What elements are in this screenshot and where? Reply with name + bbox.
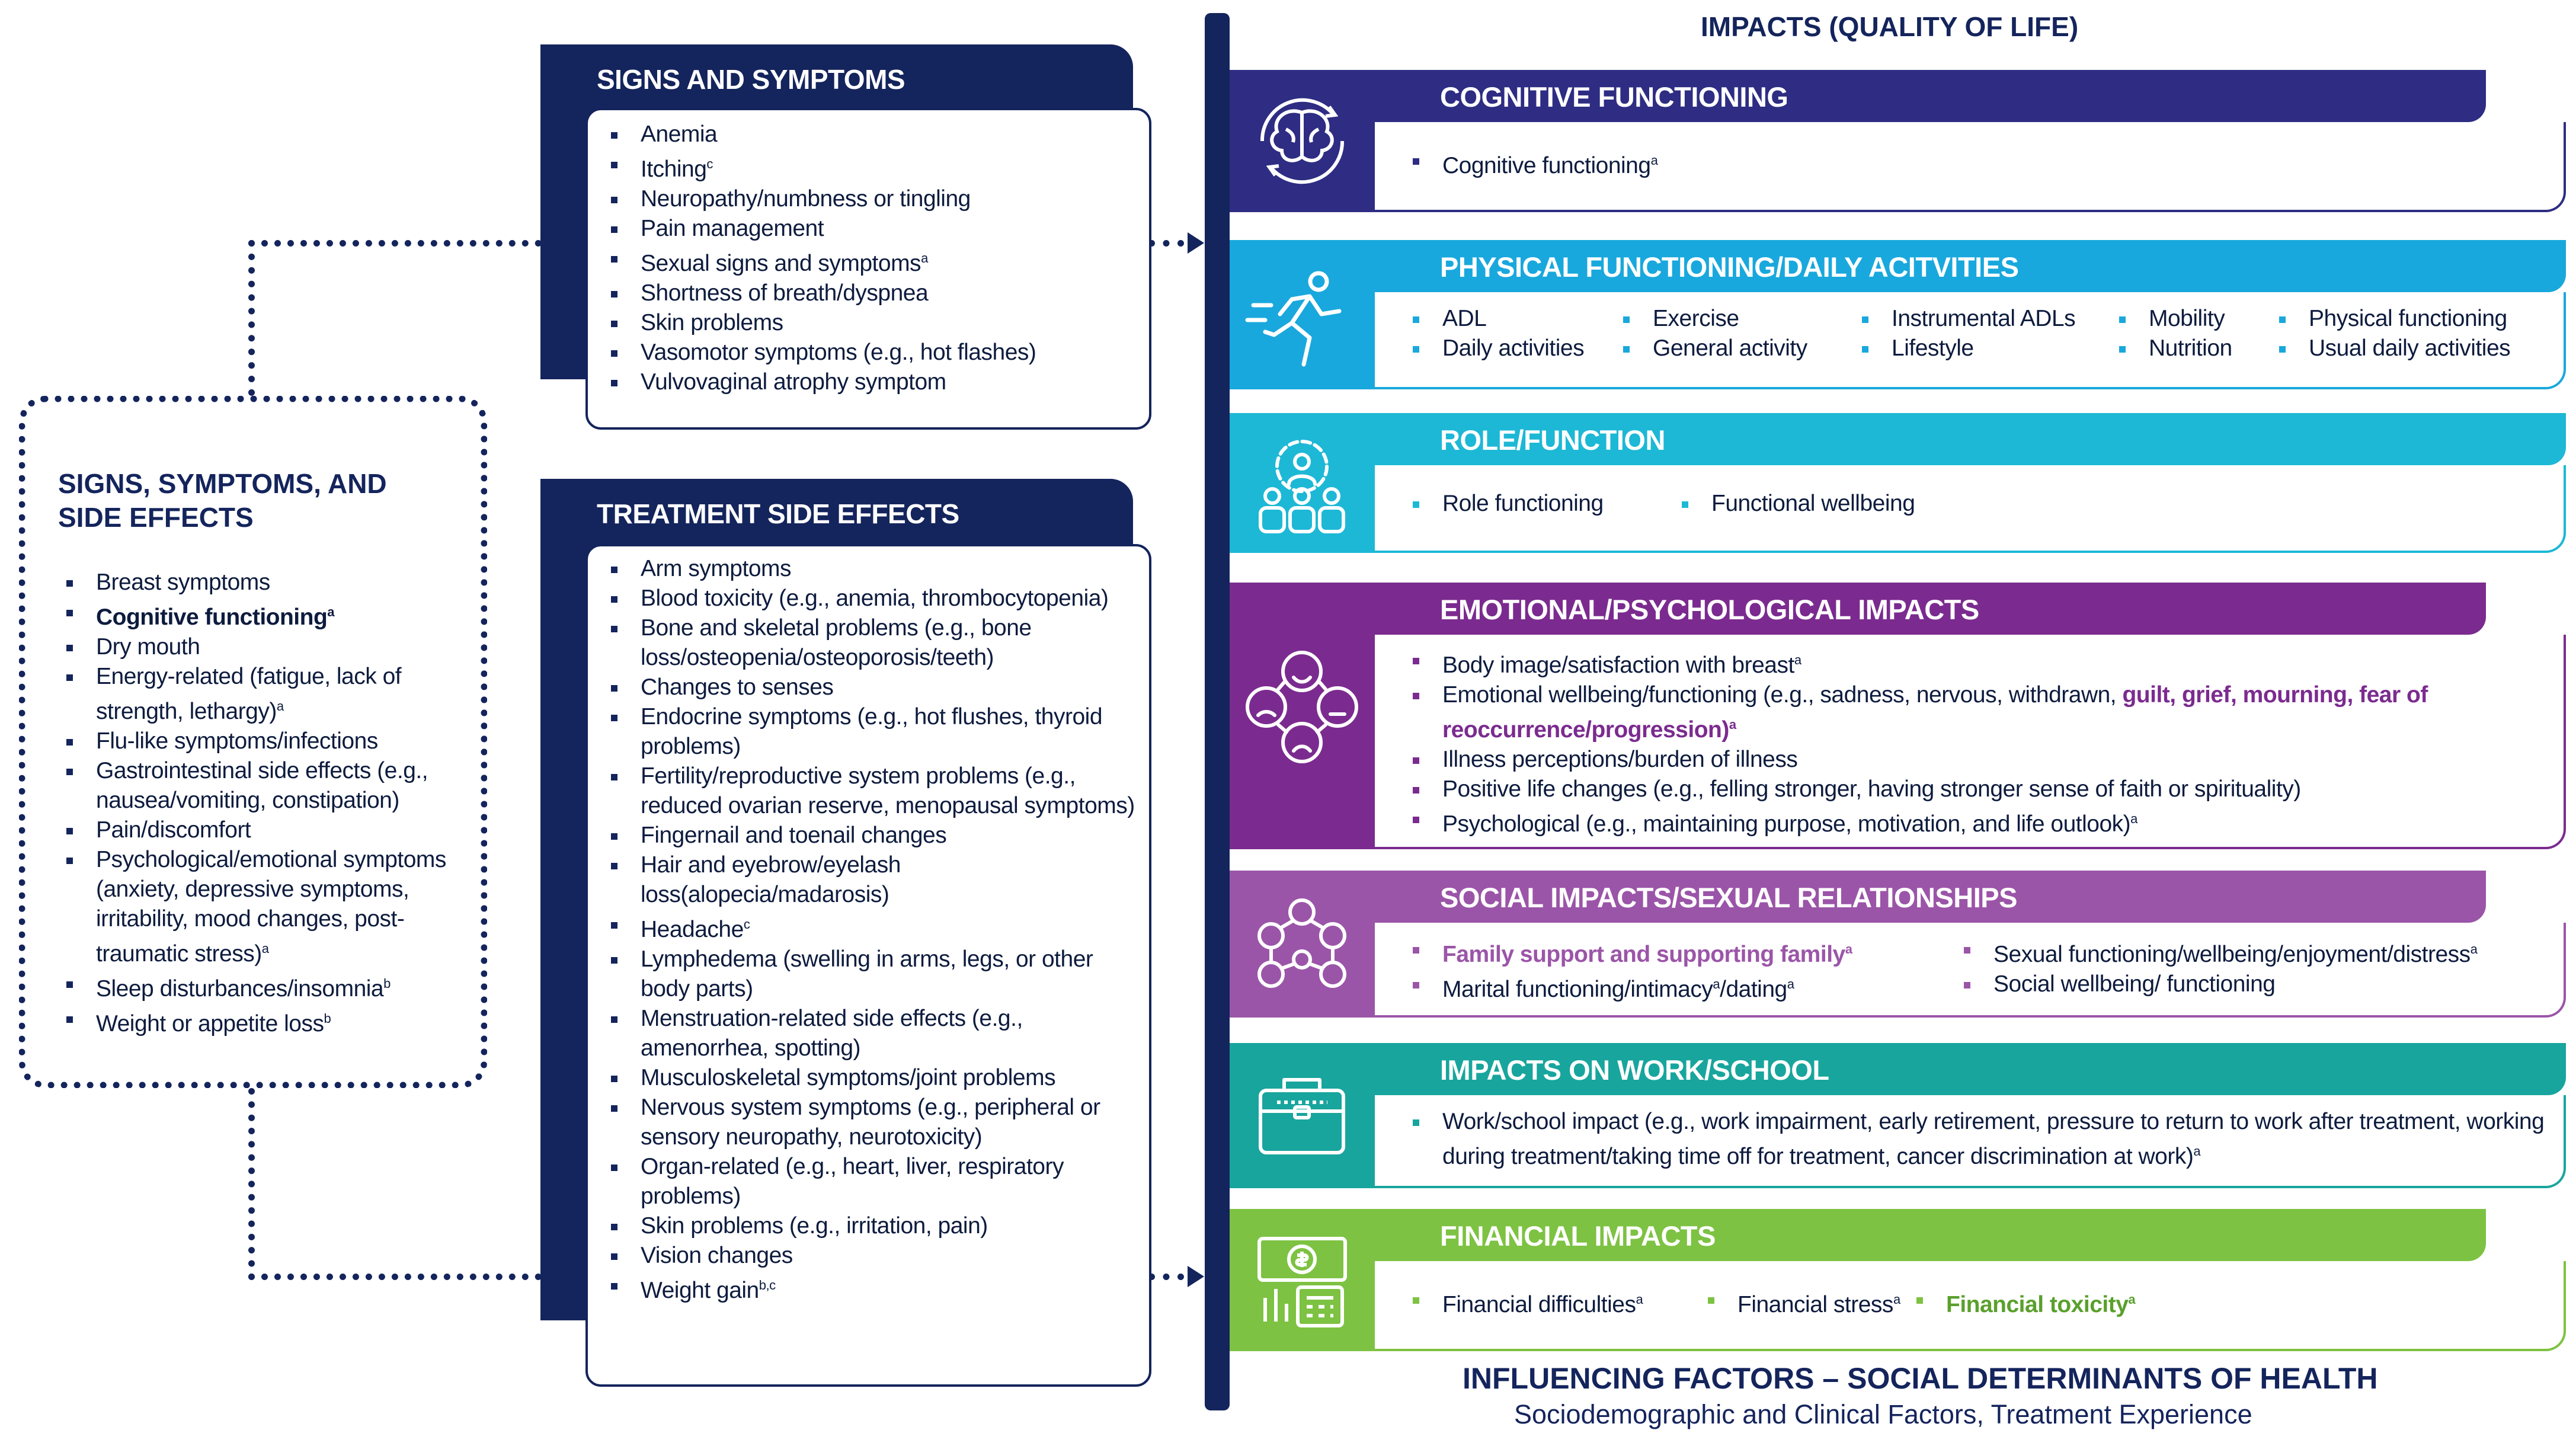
footnote-marker: a [1636, 1292, 1643, 1307]
row-cognitive [1230, 70, 2566, 212]
influencing-factors-title: INFLUENCING FACTORS – SOCIAL DETERMINANTS OF HEALTH [1463, 1362, 2378, 1395]
list-item [1673, 489, 1915, 519]
list-item [1615, 304, 1807, 334]
role-body [1375, 465, 2566, 553]
item-text: Cognitive functioning [1442, 153, 1651, 178]
list-item [2271, 334, 2510, 363]
physical-col3 [1854, 304, 2075, 363]
emotional-title: EMOTIONAL/PSYCHOLOGICAL IMPACTS [1440, 594, 1979, 625]
connector-top-vertical [248, 240, 255, 396]
item-text: Nutrition [2149, 335, 2232, 361]
item-text: Energy-related (fatigue, lack of strength, lethargy) [96, 664, 402, 724]
list-item [603, 1004, 1136, 1063]
list-item [603, 554, 1136, 584]
role-list-1 [1404, 489, 1604, 519]
physical-col2 [1615, 304, 1807, 363]
list-item [603, 1152, 1136, 1211]
work-header [1375, 1043, 2566, 1095]
item-text: Skin problems (e.g., irritation, pain) [641, 1213, 988, 1239]
list-item [1700, 1285, 1900, 1320]
item-text: Lymphedema (swelling in arms, legs, or other body parts) [641, 946, 1093, 1002]
connector-bottom-horizontal [248, 1274, 542, 1280]
item-text: Vasomotor symptoms (e.g., hot flashes) [641, 340, 1036, 365]
connector-treatment-to-impacts [1148, 1274, 1184, 1280]
item-text: Psychological/emotional symptoms (anxiety, depressive symptoms, irritability, mood changes, post-traumatic stress) [96, 847, 446, 967]
emotional-icon-box [1230, 583, 1375, 849]
item-text: Weight gain [641, 1278, 759, 1303]
physical-col5 [2271, 304, 2510, 363]
team-gear-icon [1230, 413, 1375, 553]
item-text: Sleep disturbances/insomnia [96, 976, 384, 1002]
item-text-highlight: Family support and supporting family [1442, 942, 1845, 967]
social-title: SOCIAL IMPACTS/SEXUAL RELATIONSHIPS [1440, 882, 2017, 913]
list-item [1854, 304, 2075, 334]
cognitive-title: COGNITIVE FUNCTIONING [1440, 81, 1788, 113]
item-text: Menstruation-related side effects (e.g., amenorrhea, spotting) [641, 1006, 1023, 1061]
item-text: Blood toxicity (e.g., anemia, thrombocytopenia) [641, 586, 1109, 611]
money-calculator-icon [1230, 1209, 1375, 1351]
list-item [603, 1093, 1136, 1152]
item-text: Sexual functioning/wellbeing/enjoyment/distress [1993, 942, 2471, 967]
item-text: Body image/satisfaction with breast [1442, 652, 1794, 678]
emotions-faces-icon [1230, 583, 1375, 849]
influencing-factors-subtitle: Sociodemographic and Clinical Factors, Treatment Experience [1514, 1399, 2252, 1429]
item-text: Nervous system symptoms (e.g., peripheral or sensory neuropathy, neurotoxicity) [641, 1095, 1100, 1150]
footnote-marker: a [1729, 717, 1736, 732]
social-icon-box [1230, 871, 1375, 1018]
item-text: Pain/discomfort [96, 817, 251, 843]
list-item [1404, 970, 1852, 1004]
list-item [1404, 935, 1852, 970]
footnote-marker: b [324, 1011, 331, 1026]
list-item [603, 945, 1136, 1004]
impacts-title: IMPACTS (QUALITY OF LIFE) [1701, 11, 2079, 42]
item-text: Functional wellbeing [1711, 491, 1915, 516]
list-item [603, 910, 1136, 945]
item-text: Shortness of breath/dyspnea [641, 280, 929, 306]
social-list-2 [1956, 935, 2477, 999]
footnote-marker: b [383, 976, 391, 991]
connector-top-horizontal [248, 240, 542, 247]
item-text: Vision changes [641, 1243, 793, 1268]
item-text: Musculoskeletal symptoms/joint problems [641, 1065, 1056, 1090]
list-item [1404, 680, 2542, 745]
list-item [2111, 304, 2232, 334]
item-text: Daily activities [1442, 335, 1585, 361]
role-header [1375, 413, 2566, 465]
list-item [603, 613, 1136, 673]
list-item [1404, 645, 2542, 680]
list-item [58, 756, 485, 815]
list-item [58, 815, 485, 845]
list-item [603, 1241, 1136, 1271]
cognitive-icon-box [1230, 70, 1375, 212]
list-item [1404, 745, 2542, 775]
work-icon-box [1230, 1043, 1375, 1188]
social-body [1375, 923, 2566, 1018]
list-item [2111, 334, 2232, 363]
list-item [603, 184, 1136, 214]
list-item [58, 727, 485, 756]
list-item [1854, 334, 2075, 363]
list-item [58, 632, 485, 662]
item-text: Role functioning [1442, 491, 1604, 516]
list-item [58, 662, 485, 727]
list-item [603, 1271, 1136, 1306]
social-network-icon [1230, 871, 1375, 1018]
emotional-list [1404, 645, 2542, 839]
item-text: Illness perceptions/burden of illness [1442, 747, 1798, 772]
list-item [603, 1063, 1136, 1093]
item-text: Gastrointestinal side effects (e.g., nausea/vomiting, constipation) [96, 758, 428, 813]
list-item [1956, 935, 2477, 970]
connector-signs-to-impacts [1148, 240, 1184, 247]
list-item [2271, 304, 2510, 334]
work-body [1375, 1095, 2566, 1188]
footnote-marker: b,c [759, 1278, 776, 1293]
item-text: Instrumental ADLs [1892, 306, 2076, 331]
signs-list [603, 120, 1136, 397]
list-item [1404, 304, 1584, 334]
financial-icon-box [1230, 1209, 1375, 1351]
list-item [603, 244, 1136, 279]
list-item [58, 969, 485, 1004]
brain-icon [1230, 70, 1375, 212]
item-text: /dating [1720, 977, 1787, 1002]
footnote-marker: c [743, 917, 750, 932]
item-text-highlight: Financial toxicity [1946, 1292, 2129, 1317]
list-item [603, 702, 1136, 762]
treatment-list [603, 554, 1136, 1306]
list-item [603, 279, 1136, 308]
list-item [1956, 970, 2477, 999]
item-text: Work/school impact (e.g., work impairment, early retirement, pressure to return to work after treatment, working during treatment/taking time off for treatment, cancer discrimination at work) [1442, 1109, 2545, 1169]
footnote-marker: a [1794, 652, 1801, 667]
item-text: Marital functioning/intimacy [1442, 977, 1713, 1002]
footnote-marker: a [1787, 977, 1794, 991]
social-header [1375, 871, 2486, 923]
cognitive-header [1375, 70, 2486, 122]
left-list [58, 568, 485, 1039]
item-text: Psychological (e.g., maintaining purpose, motivation, and life outlook) [1442, 811, 2131, 837]
item-text: Fertility/reproductive system problems (e.g., reduced ovarian reserve, menopausal symptoms) [641, 763, 1135, 818]
role-title: ROLE/FUNCTION [1440, 424, 1665, 456]
footnote-marker: a [2470, 942, 2478, 956]
footnote-marker: a [276, 699, 284, 714]
running-person-icon [1230, 240, 1375, 389]
item-text: Financial stress [1737, 1292, 1893, 1317]
list-item [1404, 489, 1604, 519]
footnote-marker: a [1713, 977, 1720, 991]
row-physical [1230, 240, 2566, 389]
list-item [58, 845, 485, 969]
row-social [1230, 871, 2566, 1018]
list-item [58, 568, 485, 597]
item-text: Headache [641, 917, 744, 942]
list-item [603, 850, 1136, 910]
list-item [1615, 334, 1807, 363]
list-item [603, 214, 1136, 244]
work-title: IMPACTS ON WORK/SCHOOL [1440, 1054, 1829, 1086]
item-text: Lifestyle [1892, 335, 1974, 361]
list-item [1404, 775, 2542, 804]
item-text: Positive life changes (e.g., felling stronger, having stronger sense of faith or spirituality) [1442, 776, 2301, 802]
role-icon-box [1230, 413, 1375, 553]
item-text-highlight: guilt, grief, mourning, fear of reoccurrence/progression) [1442, 682, 2428, 743]
item-text: Financial difficulties [1442, 1292, 1636, 1317]
row-emotional [1230, 583, 2566, 849]
footnote-marker: a [1893, 1292, 1900, 1307]
cognitive-list [1404, 146, 1657, 181]
list-item [603, 673, 1136, 702]
row-role [1230, 413, 2566, 553]
list-item [603, 120, 1136, 149]
physical-icon-box [1230, 240, 1375, 389]
item-text: Social wellbeing/ functioning [1993, 971, 2276, 997]
item-text: Emotional wellbeing/functioning (e.g., sadness, nervous, withdrawn, [1442, 682, 2123, 708]
physical-col1 [1404, 304, 1584, 363]
row-work [1230, 1043, 2566, 1188]
item-text: Dry mouth [96, 634, 200, 660]
footnote-marker: a [2193, 1144, 2201, 1159]
item-text: Mobility [2149, 306, 2225, 331]
signs-panel-title: SIGNS AND SYMPTOMS [597, 64, 905, 95]
item-text: Exercise [1653, 306, 1739, 331]
item-text: Breast symptoms [96, 570, 270, 595]
item-text: Physical functioning [2309, 306, 2507, 331]
briefcase-icon [1230, 1043, 1375, 1188]
item-text: Changes to senses [641, 674, 834, 700]
footnote-marker: c [706, 156, 713, 171]
arrow-treatment-to-impacts [1188, 1266, 1204, 1287]
central-divider-bar [1205, 13, 1230, 1410]
footnote-marker: a [1845, 942, 1852, 956]
list-item [1404, 804, 2542, 839]
financial-list-3 [1908, 1285, 2135, 1320]
item-text: Hair and eyebrow/eyelash loss(alopecia/madarosis) [641, 852, 901, 907]
list-item [603, 584, 1136, 613]
list-item [603, 338, 1136, 367]
item-text: Weight or appetite loss [96, 1011, 324, 1036]
item-text: Organ-related (e.g., heart, liver, respiratory problems) [641, 1154, 1064, 1209]
connector-bottom-vertical [248, 1088, 255, 1280]
emotional-body [1375, 635, 2566, 849]
item-text: Flu-like symptoms/infections [96, 728, 378, 754]
item-text: Skin problems [641, 310, 783, 335]
footnote-marker: a [261, 941, 269, 956]
financial-list-2 [1700, 1285, 1900, 1320]
list-item [1908, 1285, 2135, 1320]
item-text: Fingernail and toenail changes [641, 823, 947, 848]
financial-header [1375, 1209, 2486, 1261]
list-item [603, 308, 1136, 338]
item-text: General activity [1653, 335, 1807, 361]
physical-body [1375, 292, 2566, 389]
cognitive-body [1375, 122, 2566, 212]
financial-title: FINANCIAL IMPACTS [1440, 1220, 1716, 1252]
left-title-line2: SIDE EFFECTS [58, 502, 254, 533]
footnote-marker: a [921, 251, 928, 265]
list-item [603, 367, 1136, 397]
list-item [603, 1211, 1136, 1241]
item-text: Anemia [641, 121, 718, 147]
left-box-title [58, 467, 437, 535]
list-item [603, 149, 1136, 184]
list-item [58, 597, 485, 632]
item-text: Bone and skeletal problems (e.g., bone loss/osteopenia/osteoporosis/teeth) [641, 615, 1032, 670]
physical-col4 [2111, 304, 2232, 363]
left-title-line1: SIGNS, SYMPTOMS, AND [58, 468, 387, 499]
financial-body [1375, 1261, 2566, 1351]
list-item [1404, 146, 1657, 181]
social-list-1 [1404, 935, 1852, 1004]
emotional-header [1375, 583, 2486, 635]
footnote-marker: a [2130, 811, 2137, 826]
physical-title: PHYSICAL FUNCTIONING/DAILY ACITVITIES [1440, 251, 2019, 283]
treatment-panel-title: TREATMENT SIDE EFFECTS [597, 498, 959, 529]
list-item [58, 1004, 485, 1039]
list-item [1404, 1107, 2548, 1172]
item-text: Usual daily activities [2309, 335, 2511, 361]
item-text: Endocrine symptoms (e.g., hot flushes, thyroid problems) [641, 704, 1103, 759]
arrow-signs-to-impacts [1188, 232, 1204, 254]
item-text: Sexual signs and symptoms [641, 251, 921, 276]
item-text: Arm symptoms [641, 556, 792, 581]
item-text: Cognitive functioning [96, 604, 328, 630]
footnote-marker: a [1650, 153, 1658, 168]
footnote-marker: a [2128, 1292, 2136, 1307]
item-text: Pain management [641, 216, 824, 241]
list-item [1404, 334, 1584, 363]
row-financial [1230, 1209, 2566, 1351]
item-text: ADL [1442, 306, 1487, 331]
item-text: Vulvovaginal atrophy symptom [641, 369, 946, 395]
footnote-marker: a [327, 604, 335, 619]
list-item [603, 821, 1136, 850]
physical-header [1375, 240, 2566, 292]
work-list [1404, 1107, 2548, 1172]
list-item [603, 762, 1136, 821]
item-text: Itching [641, 156, 707, 182]
role-list-2 [1673, 489, 1915, 519]
financial-list-1 [1404, 1285, 1643, 1320]
list-item [1404, 1285, 1643, 1320]
item-text: Neuropathy/numbness or tingling [641, 186, 971, 212]
